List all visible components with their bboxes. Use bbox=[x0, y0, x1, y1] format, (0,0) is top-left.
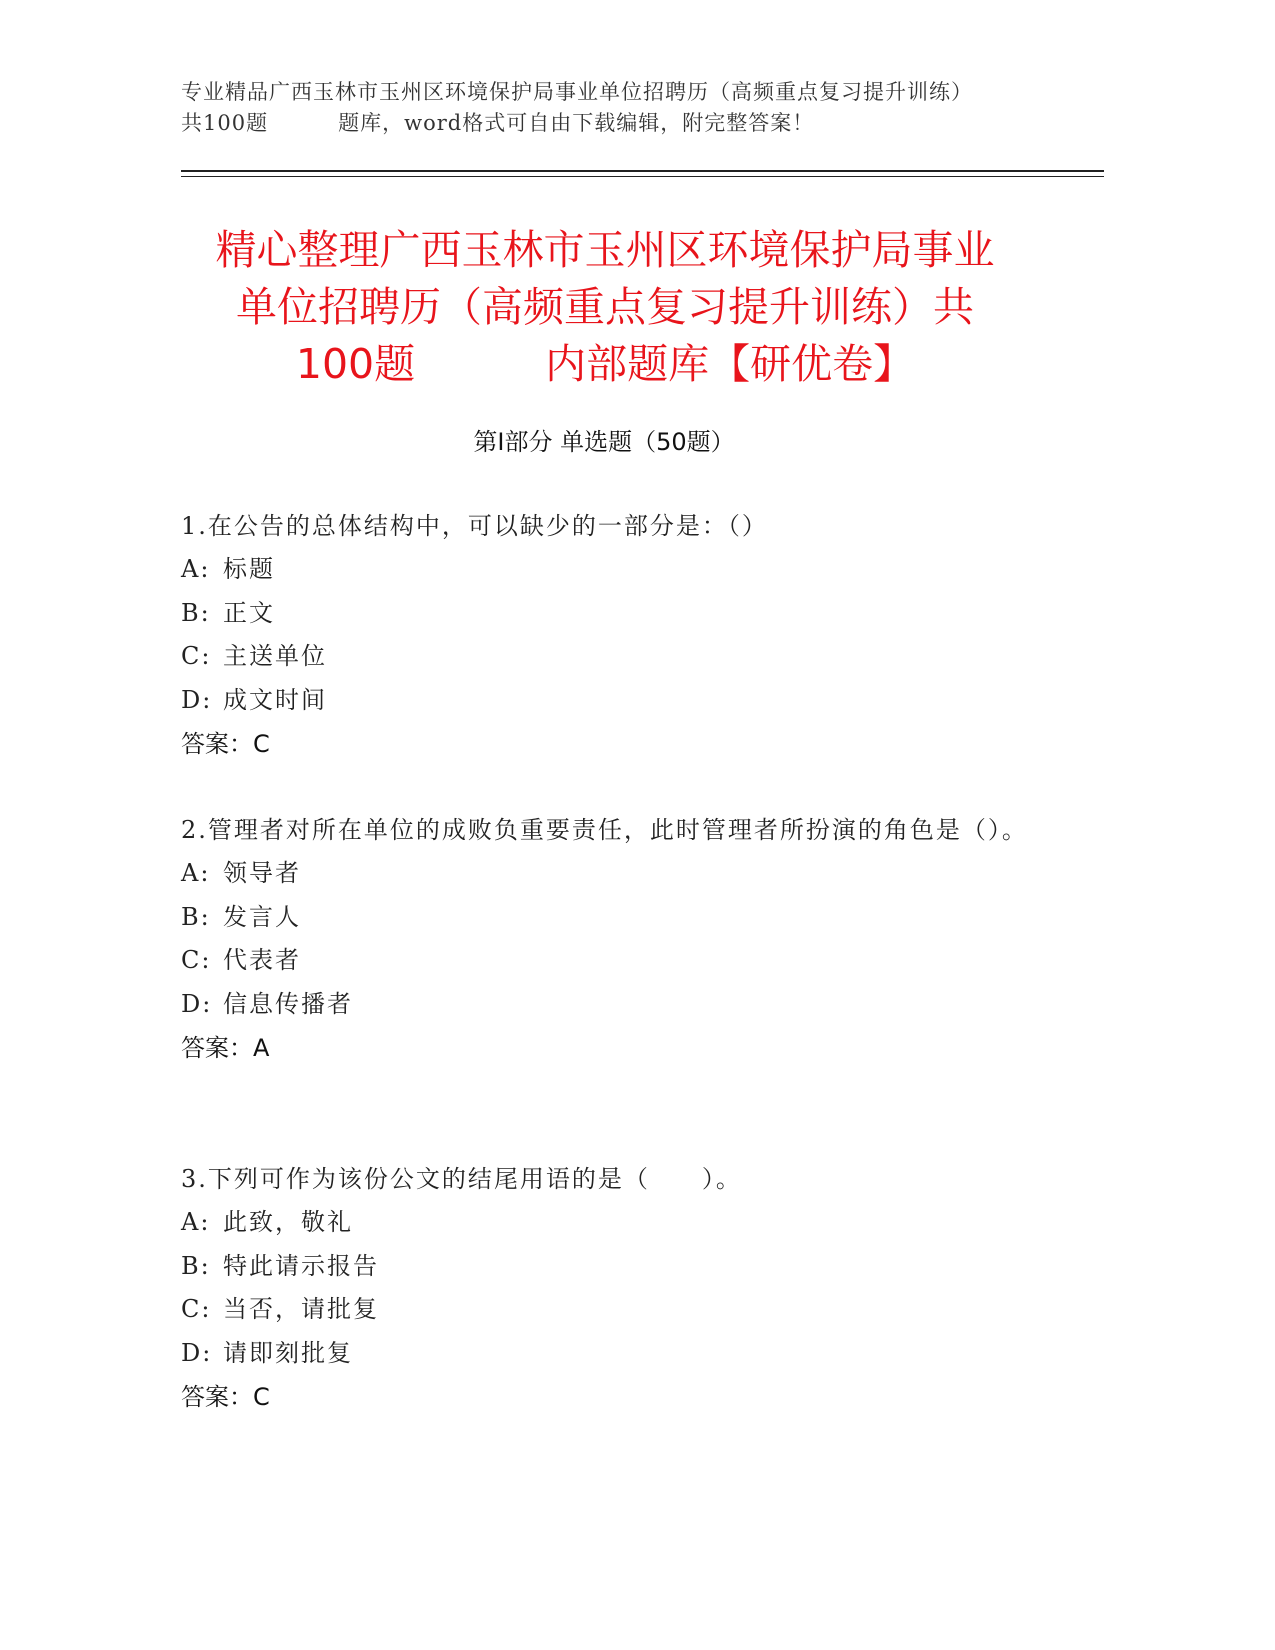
option-letter: A: bbox=[181, 555, 211, 583]
option-b bbox=[181, 1245, 1041, 1289]
option-letter: B: bbox=[181, 902, 211, 931]
header-divider-thick bbox=[181, 170, 1104, 172]
option-text: 正文 bbox=[223, 598, 275, 627]
question-stem: 2.管理者对所在单位的成败负重要责任，此时管理者所扮演的角色是（）。 bbox=[181, 816, 1028, 844]
header-text-line-2 bbox=[181, 107, 1061, 137]
header-divider-thin bbox=[181, 176, 1104, 177]
title-line-2: 单位招聘历（高频重点复习提升训练）共 bbox=[236, 283, 974, 331]
option-letter: B: bbox=[181, 1251, 211, 1280]
question-item bbox=[181, 1157, 1041, 1419]
header-text-line-1: 专业精品广西玉林市玉州区环境保护局事业单位招聘历（高频重点复习提升训练） bbox=[181, 80, 973, 104]
option-letter: A: bbox=[181, 1208, 211, 1236]
answer-line: 答案：C bbox=[181, 730, 270, 758]
option-text: 领导者 bbox=[223, 859, 301, 887]
answer-line: 答案：C bbox=[181, 1383, 270, 1411]
option-a bbox=[181, 548, 1041, 592]
option-text: 标题 bbox=[223, 555, 275, 583]
option-text: 当否，请批复 bbox=[223, 1295, 379, 1323]
header-description: 题库，word格式可自由下载编辑，附完整答案！ bbox=[338, 111, 815, 135]
option-letter: C: bbox=[181, 946, 212, 974]
option-text: 此致，敬礼 bbox=[223, 1208, 353, 1236]
option-letter: A: bbox=[181, 859, 211, 887]
option-d bbox=[181, 1332, 1041, 1376]
option-b bbox=[181, 592, 1041, 636]
question-item bbox=[181, 808, 1041, 1070]
option-letter: B: bbox=[181, 598, 211, 627]
option-a bbox=[181, 852, 1041, 896]
option-b bbox=[181, 896, 1041, 940]
option-letter: C: bbox=[181, 642, 212, 670]
option-text: 特此请示报告 bbox=[223, 1251, 379, 1280]
question-stem: 3.下列可作为该份公文的结尾用语的是（ ）。 bbox=[181, 1165, 742, 1193]
option-letter: D: bbox=[181, 685, 213, 714]
option-text: 成文时间 bbox=[223, 685, 327, 714]
option-text: 发言人 bbox=[223, 902, 301, 931]
option-text: 主送单位 bbox=[223, 642, 327, 670]
option-text: 请即刻批复 bbox=[223, 1338, 353, 1367]
option-letter: D: bbox=[181, 989, 213, 1018]
option-text: 信息传播者 bbox=[223, 989, 353, 1018]
title-line-1: 精心整理广西玉林市玉州区环境保护局事业 bbox=[215, 226, 995, 274]
title-line-3 bbox=[160, 336, 1050, 393]
document-title bbox=[160, 222, 1050, 393]
answer-line: 答案：A bbox=[181, 1034, 270, 1062]
title-suffix: 内部题库【研优卷】 bbox=[545, 340, 915, 388]
question-item bbox=[181, 504, 1041, 766]
option-c bbox=[181, 1288, 1041, 1332]
option-d bbox=[181, 679, 1041, 723]
option-c bbox=[181, 939, 1041, 983]
option-letter: D: bbox=[181, 1338, 213, 1367]
option-letter: C: bbox=[181, 1295, 212, 1323]
option-a bbox=[181, 1201, 1041, 1245]
title-question-count: 100题 bbox=[295, 340, 416, 388]
header-question-count: 共100题 bbox=[181, 111, 269, 135]
option-c bbox=[181, 635, 1041, 679]
option-d bbox=[181, 983, 1041, 1027]
question-stem: 1.在公告的总体结构中，可以缺少的一部分是：（） bbox=[181, 512, 768, 540]
section-heading: 第Ⅰ部分 单选题（50题） bbox=[473, 428, 735, 456]
option-text: 代表者 bbox=[223, 946, 301, 974]
